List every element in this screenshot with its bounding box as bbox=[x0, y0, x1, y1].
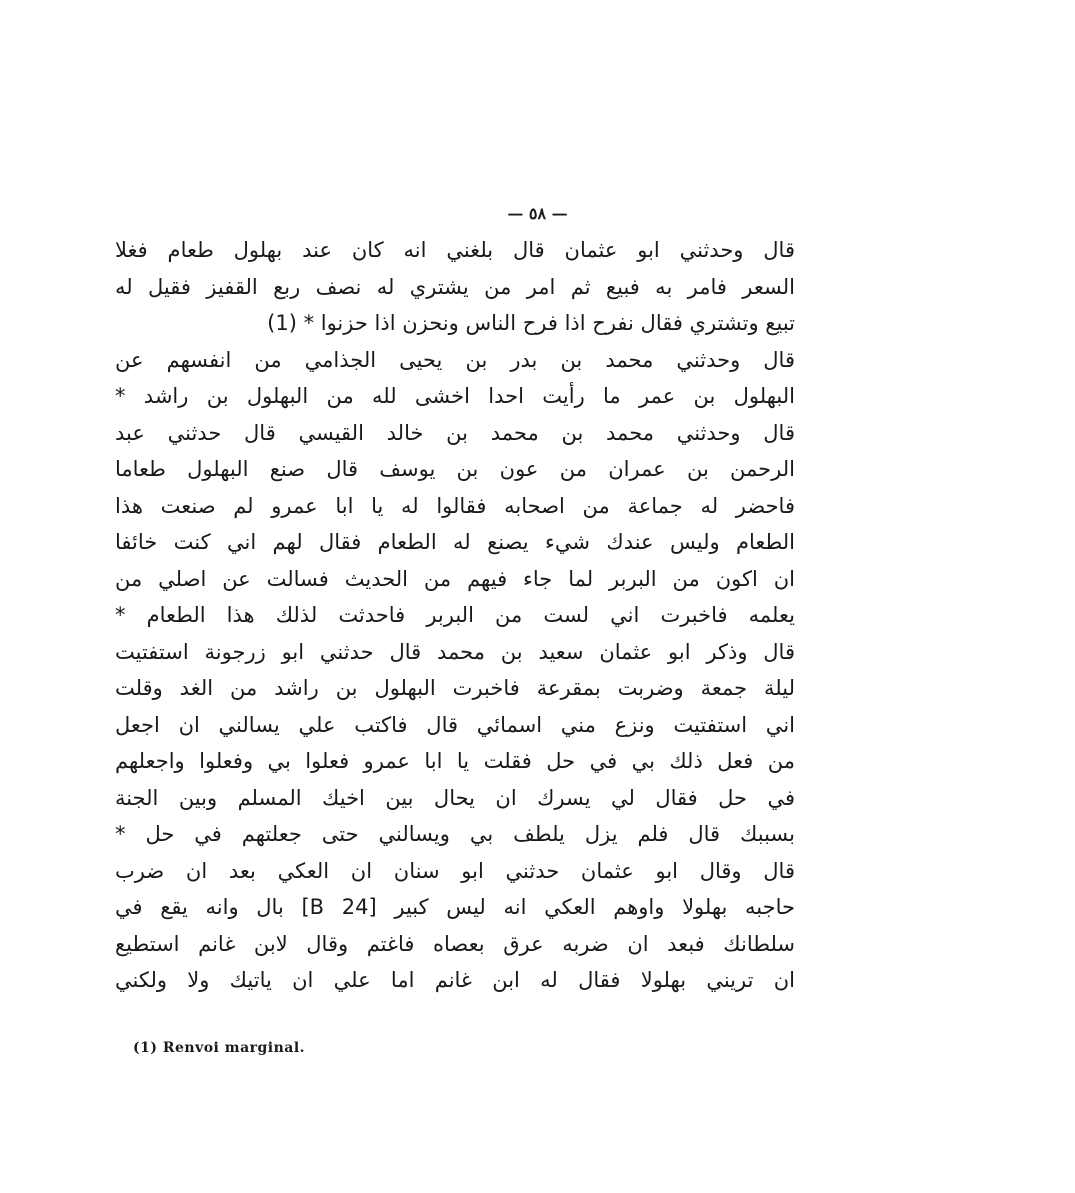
text-line: اني استفتيت ونزع مني اسمائي قال فاكتب علي يسالني ان اجعل bbox=[115, 712, 795, 737]
text-line: السعر فامر به فبيع ثم امر من يشتري له نصف ربع القفيز فقيل له bbox=[115, 274, 795, 299]
footnote: (1) Renvoi marginal. bbox=[133, 1040, 306, 1056]
text-line: قال وحدثني ابو عثمان قال بلغني انه كان عند بهلول طعام فغلا bbox=[115, 238, 795, 262]
text-line: قال وقال ابو عثمان حدثني ابو سنان ان العكي بعد ان ضرب bbox=[115, 858, 795, 883]
text-line: قال وحدثني محمد بن محمد بن خالد القيسي قال حدثني عبد bbox=[115, 420, 795, 445]
text-line: فاحضر له جماعة من اصحابه فقالوا له يا ابا عمرو لم صنعت هذا bbox=[115, 493, 795, 518]
text-line: ان تريني بهلولا فقال له ابن غانم اما علي ان ياتيك ولا ولكني bbox=[115, 968, 795, 992]
text-line: من فعل ذلك بي في حل فقلت يا ابا عمرو فعلوا بي وفعلوا واجعلهم bbox=[115, 749, 795, 773]
page-number: — ٥٨ — bbox=[507, 204, 568, 223]
text-line: يعلمه فاخبرت اني لست من البربر فاحدثت لذلك هذا الطعام * bbox=[115, 603, 795, 627]
text-line: تبيع وتشتري فقال نفرح اذا فرح الناس ونحزن اذا حزنوا * (1) bbox=[267, 311, 795, 335]
body-text bbox=[115, 232, 795, 999]
text-line: الرحمن بن عمران من عون بن يوسف قال صنع البهلول طعاما bbox=[115, 457, 795, 481]
text-line: سلطانك فبعد ان ضربه عرق بعصاه فاغتم وقال لابن غانم استطيع bbox=[115, 931, 795, 956]
text-line: في حل فقال لي يسرك ان يحال بين اخيك المسلم وبين الجنة bbox=[115, 785, 795, 810]
text-line: بسببك قال فلم يزل يلطف بي ويسالني حتى جعلتهم في حل * bbox=[115, 822, 795, 846]
text-line: حاجبه بهلولا واوهم العكي انه ليس كبير [24 B] بال وانه يقع في bbox=[115, 895, 795, 919]
text-line: قال وذكر ابو عثمان سعيد بن محمد قال حدثني ابو زرجونة استفتيت bbox=[115, 639, 795, 664]
text-line: قال وحدثني محمد بن بدر بن يحيى الجذامي من انفسهم عن bbox=[115, 347, 795, 372]
text-line: ان اكون من البربر لما جاء فيهم من الحديث فسالت عن اصلي من bbox=[115, 566, 795, 591]
text-line: الطعام وليس عندك شيء يصنع له الطعام فقال لهم اني كنت خائفا bbox=[115, 530, 795, 554]
text-line: ليلة جمعة وضربت بمقرعة فاخبرت البهلول بن راشد من الغد وقلت bbox=[115, 676, 795, 700]
text-line: البهلول بن عمر ما رأيت احدا اخشى لله من البهلول بن راشد * bbox=[115, 384, 795, 408]
